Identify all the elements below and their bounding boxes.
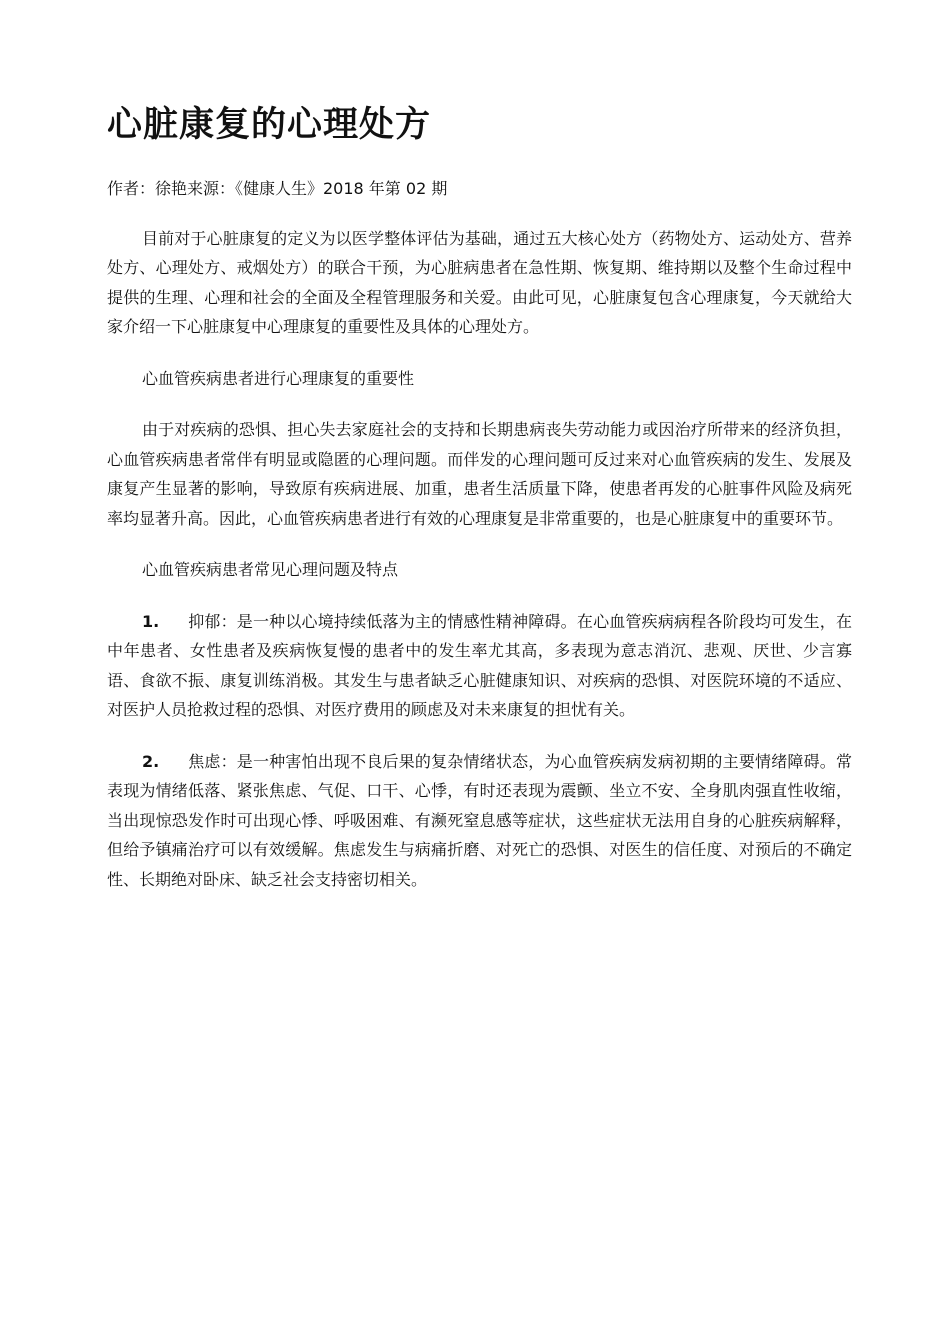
list-item-number: 1. [142,611,160,631]
document-title: 心脏康复的心理处方 [107,105,432,145]
intro-paragraph: 目前对于心脏康复的定义为以医学整体评估为基础，通过五大核心处方（药物处方、运动处方、营养处方、心理处方、戒烟处方）的联合干预，为心脏病患者在急性期、恢复期、维持期以及整个生命过程中提供的生理、心理和社会的全面及全程管理服务和关爱。由此可见，心脏康复包含心理康复，今天就给大家介绍一下心脏康复中心理康复的重要性及具体的心理处方。 [107,228,852,337]
list-item-anxiety [107,747,852,895]
document-page [107,104,852,916]
section-heading-importance: 心血管疾病患者进行心理康复的重要性 [142,368,415,388]
list-item-text: 焦虑：是一种害怕出现不良后果的复杂情绪状态，为心血管疾病发病初期的主要情绪障碍。常表现为情绪低落、紧张焦虑、气促、口干、心悸，有时还表现为震颤、坐立不安、全身肌肉强直性收缩，当出现惊恐发作时可出现心悸、呼吸困难、有濒死窒息感等症状，这些症状无法用自身的心脏疾病解释，但给予镇痛治疗可以有效缓解。焦虑发生与病痛折磨、对死亡的恐惧、对医生的信任度、对预后的不确定性、长期绝对卧床、缺乏社会支持密切相关。 [107,751,852,889]
list-item-text: 抑郁：是一种以心境持续低落为主的情感性精神障碍。在心血管疾病病程各阶段均可发生，在中年患者、女性患者及疾病恢复慢的患者中的发生率尤其高，多表现为意志消沉、悲观、厌世、少言寡语、食欲不振、康复训练消极。其发生与患者缺乏心脏健康知识、对疾病的恐惧、对医院环境的不适应、对医护人员抢救过程的恐惧、对医疗费用的顾虑及对未来康复的担忧有关。 [107,611,852,720]
list-item-number: 2. [142,751,160,771]
importance-paragraph: 由于对疾病的恐惧、担心失去家庭社会的支持和长期患病丧失劳动能力或因治疗所带来的经济负担，心血管疾病患者常伴有明显或隐匿的心理问题。而伴发的心理问题可反过来对心血管疾病的发生、发展及康复产生显著的影响，导致原有疾病进展、加重，患者生活质量下降，使患者再发的心脏事件风险及病死率均显著升高。因此，心血管疾病患者进行有效的心理康复是非常重要的，也是心脏康复中的重要环节。 [107,420,852,528]
section-heading-common-problems: 心血管疾病患者常见心理问题及特点 [142,560,399,580]
author-source-line: 作者：徐艳来源：《健康人生》2018 年第 02 期 [107,179,448,198]
list-item-depression [107,607,852,725]
